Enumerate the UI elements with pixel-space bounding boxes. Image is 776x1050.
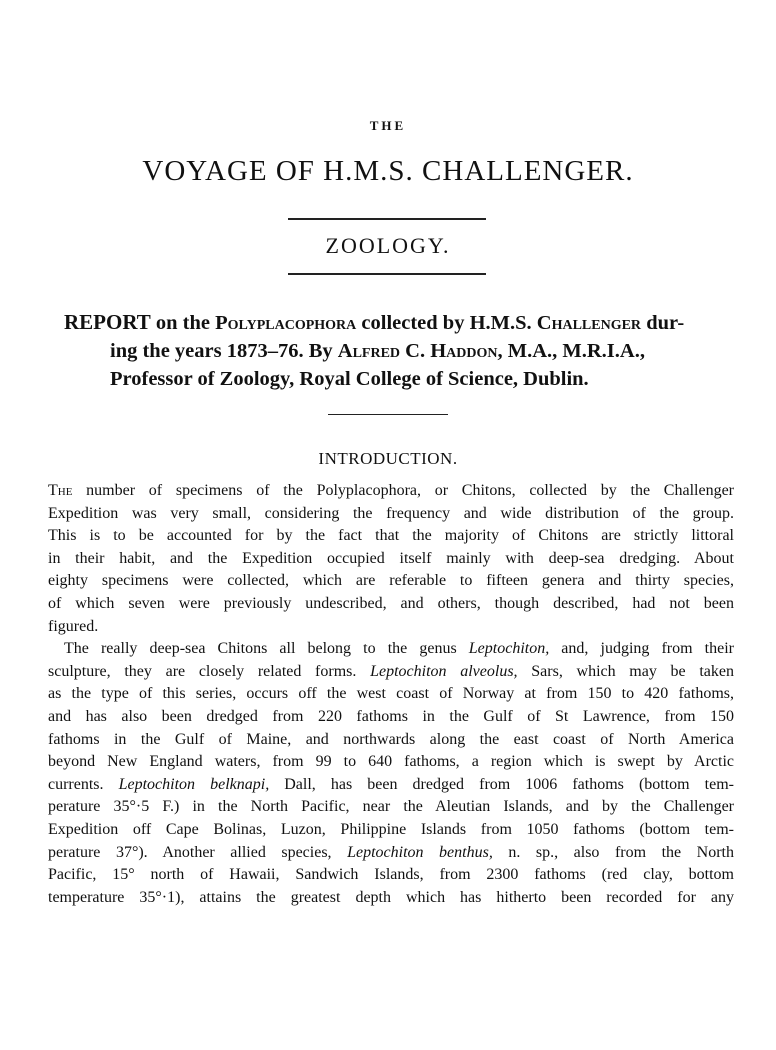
species-name: Leptochiton belknapi, [118,775,270,793]
body-text-span: Sars, which may be taken [517,662,735,680]
report-line-3: Professor of Zoology, Royal College of Science, Dublin. [110,368,589,390]
paragraph-line: Expedition was very small, considering the frequency and wide distribution of the group. [48,504,734,522]
body-text-span: number of specimens of the Polyplacophora, or Chitons, collected by the Challenger [72,482,734,499]
title-rule-top [288,218,486,220]
paragraph-line: fathoms in the Gulf of Maine, and northwards along the east coast of North America [48,730,734,748]
paragraph-line: of which seven were previously undescribed, and others, though described, had not been [48,594,734,612]
body-text-span: and, judging from their [549,640,734,658]
body-text-span: perature 37°). Another allied species, [48,843,348,861]
report-text: dur- [641,312,685,334]
report-line-2 [64,337,720,365]
paragraph-line: figured. [48,617,99,635]
lead-word: The [48,482,73,499]
report-heading [64,308,720,393]
species-name: Leptochiton, [468,640,550,658]
report-line-1 [64,308,720,337]
paragraph-line: This is to be accounted for by the fact that the majority of Chitons are strictly littoral [48,527,734,545]
body-text-span: The really deep-sea Chitons all belong to the genus [64,640,469,658]
paragraph-line: as the type of this series, occurs off the west coast of Norway at from 150 to 420 fathoms, [48,685,734,703]
report-text: , M.A., M.R.I.A., [497,340,645,362]
body-text-span: Dall, has been dredged from 1006 fathoms (bottom tem- [269,775,734,793]
report-author: Alfred C. Haddon [337,340,498,362]
paragraph-line [48,842,734,865]
body-text [48,480,734,909]
intro-rule [328,414,448,415]
species-name: Leptochiton alveolus, [370,662,518,680]
paragraph-line: eighty specimens were collected, which are referable to fifteen genera and thirty species, [48,572,734,590]
body-text-span: currents. [48,775,119,793]
main-title: VOYAGE OF H.M.S. CHALLENGER. [142,155,634,187]
section-title: ZOOLOGY. [325,233,451,258]
report-text: Challenger [536,312,642,334]
body-text-span: sculpture, they are closely related forms. [48,662,371,680]
paragraph-line [48,638,734,661]
report-text: ing the years 1873–76. By [110,340,338,362]
report-lead-word: REPORT [64,310,151,334]
report-text: on the [150,312,216,334]
paragraph-line: perature 35°·5 F.) in the North Pacific, near the Aleutian Islands, and by the Challenger [48,798,734,816]
paragraph-line [48,774,734,797]
report-text: collected by H.M.S. [356,312,537,334]
paragraph-line [48,480,734,503]
title-prefix: THE [369,118,407,133]
intro-heading: INTRODUCTION. [318,449,458,468]
paragraph-line: Pacific, 15° north of Hawaii, Sandwich Islands, from 2300 fathoms (red clay, bottom [48,866,734,884]
paragraph-line [48,661,734,684]
paragraph-line: beyond New England waters, from 99 to 640 fathoms, a region which is swept by Arctic [48,753,734,771]
report-text: Polyplacophora [215,312,357,334]
paragraph-line: in their habit, and the Expedition occupied itself mainly with deep-sea dredging. About [48,549,734,567]
paragraph-line: temperature 35°·1), attains the greatest depth which has hitherto been recorded for any [48,888,734,906]
paragraph-line: Expedition off Cape Bolinas, Luzon, Philippine Islands from 1050 fathoms (bottom tem- [48,820,734,838]
body-text-span: n. sp., also from the North [492,843,734,861]
title-rule-bottom [288,273,486,275]
paragraph-line: and has also been dredged from 220 fathoms in the Gulf of St Lawrence, from 150 [48,707,734,725]
species-name: Leptochiton benthus, [347,843,493,861]
